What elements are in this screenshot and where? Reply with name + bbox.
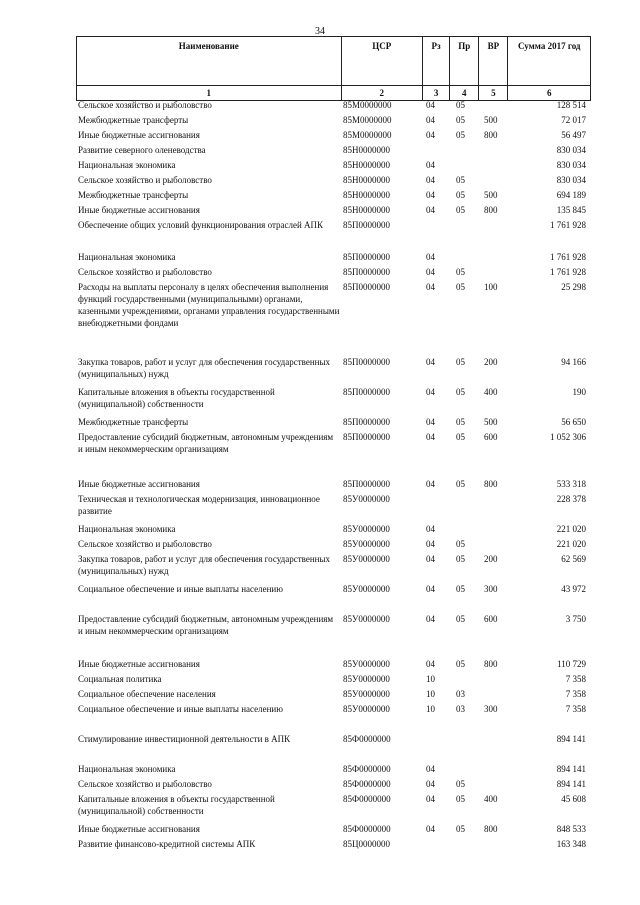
row-vr: 500	[484, 417, 498, 427]
header-num: 5	[479, 86, 508, 101]
row-name: Социальная политика	[78, 674, 162, 684]
page-number: 34	[315, 26, 325, 37]
row-name: Иные бюджетные ассигнования	[78, 659, 200, 669]
row-sum: 830 034	[556, 145, 586, 155]
row-csr: 85У0000000	[343, 494, 390, 504]
row-rz: 04	[426, 432, 435, 442]
row-vr: 600	[484, 432, 498, 442]
row-csr: 85У0000000	[343, 584, 390, 594]
row-csr: 85М0000000	[343, 115, 392, 125]
row-csr: 85У0000000	[343, 614, 390, 624]
row-sum: 1 761 928	[550, 267, 586, 277]
row-pr: 03	[456, 704, 465, 714]
row-rz: 04	[426, 267, 435, 277]
row-pr: 05	[456, 100, 465, 110]
row-csr: 85П0000000	[343, 357, 390, 367]
row-rz: 04	[426, 524, 435, 534]
row-rz: 04	[426, 130, 435, 140]
row-vr: 400	[484, 387, 498, 397]
row-name: Стимулирование инвестиционной деятельности в АПК	[78, 734, 291, 744]
row-sum: 221 020	[556, 539, 586, 549]
header-rz: Рз	[423, 37, 450, 86]
row-pr: 05	[456, 175, 465, 185]
row-name: Иные бюджетные ассигнования	[78, 130, 200, 140]
row-rz: 10	[426, 689, 435, 699]
row-sum: 894 141	[556, 764, 586, 774]
row-sum: 228 378	[556, 494, 586, 504]
row-sum: 221 020	[556, 524, 586, 534]
row-name: Расходы на выплаты персоналу в целях обеспечения выполнения функций государственными (муниципальными) органами, казенными учреждениями, органами управления государственными внебюджетными фондами	[78, 282, 340, 328]
row-csr: 85М0000000	[343, 130, 392, 140]
row-csr: 85У0000000	[343, 659, 390, 669]
row-name: Развитие финансово-кредитной системы АПК	[78, 839, 256, 849]
row-vr: 200	[484, 357, 498, 367]
row-name: Межбюджетные трансферты	[78, 417, 189, 427]
row-vr: 800	[484, 205, 498, 215]
row-name: Развитие северного оленеводства	[78, 145, 206, 155]
row-csr: 85Ф0000000	[343, 764, 391, 774]
row-name: Сельское хозяйство и рыболовство	[78, 779, 212, 789]
row-sum: 7 358	[565, 704, 586, 714]
row-name: Предоставление субсидий бюджетным, автономным учреждениям и иным некоммерческим организациям	[78, 432, 334, 454]
row-csr: 85Ц0000000	[343, 839, 390, 849]
row-sum: 830 034	[556, 160, 586, 170]
row-pr: 05	[456, 357, 465, 367]
row-sum: 190	[572, 387, 586, 397]
row-pr: 05	[456, 479, 465, 489]
row-name: Сельское хозяйство и рыболовство	[78, 100, 212, 110]
row-sum: 694 189	[556, 190, 586, 200]
row-csr: 85П0000000	[343, 282, 390, 292]
row-csr: 85У0000000	[343, 524, 390, 534]
row-vr: 300	[484, 584, 498, 594]
header-num: 1	[77, 86, 342, 101]
row-sum: 45 608	[561, 794, 586, 804]
row-rz: 04	[426, 584, 435, 594]
row-rz: 04	[426, 417, 435, 427]
row-pr: 05	[456, 659, 465, 669]
row-rz: 04	[426, 175, 435, 185]
row-rz: 04	[426, 387, 435, 397]
row-csr: 85Ф0000000	[343, 824, 391, 834]
row-name: Иные бюджетные ассигнования	[78, 205, 200, 215]
row-csr: 85П0000000	[343, 267, 390, 277]
row-sum: 128 514	[556, 100, 586, 110]
row-rz: 04	[426, 539, 435, 549]
row-csr: 85У0000000	[343, 689, 390, 699]
row-name: Национальная экономика	[78, 764, 176, 774]
row-rz: 04	[426, 779, 435, 789]
row-sum: 7 358	[565, 689, 586, 699]
row-name: Иные бюджетные ассигнования	[78, 824, 200, 834]
row-csr: 85П0000000	[343, 479, 390, 489]
row-vr: 100	[484, 282, 498, 292]
row-vr: 600	[484, 614, 498, 624]
header-name: Наименование	[77, 37, 342, 86]
row-rz: 04	[426, 554, 435, 564]
row-sum: 1 052 306	[550, 432, 586, 442]
row-sum: 830 034	[556, 175, 586, 185]
row-pr: 05	[456, 614, 465, 624]
row-name: Межбюджетные трансферты	[78, 115, 189, 125]
row-vr: 800	[484, 479, 498, 489]
row-rz: 04	[426, 252, 435, 262]
row-rz: 04	[426, 824, 435, 834]
row-csr: 85П0000000	[343, 432, 390, 442]
row-sum: 1 761 928	[550, 252, 586, 262]
row-csr: 85Н0000000	[343, 175, 390, 185]
row-rz: 04	[426, 357, 435, 367]
row-vr: 800	[484, 824, 498, 834]
row-sum: 135 845	[556, 205, 586, 215]
row-name: Капитальные вложения в объекты государственной (муниципальной) собственности	[78, 387, 275, 409]
row-name: Национальная экономика	[78, 252, 176, 262]
row-csr: 85Ф0000000	[343, 734, 391, 744]
row-rz: 04	[426, 282, 435, 292]
row-rz: 10	[426, 674, 435, 684]
row-vr: 500	[484, 115, 498, 125]
row-sum: 94 166	[561, 357, 586, 367]
row-name: Национальная экономика	[78, 524, 176, 534]
row-pr: 03	[456, 689, 465, 699]
row-csr: 85Н0000000	[343, 205, 390, 215]
row-vr: 500	[484, 190, 498, 200]
row-csr: 85Ф0000000	[343, 779, 391, 789]
row-sum: 163 348	[556, 839, 586, 849]
row-name: Сельское хозяйство и рыболовство	[78, 175, 212, 185]
row-name: Техническая и технологическая модернизация, инновационное развитие	[78, 494, 320, 516]
row-name: Закупка товаров, работ и услуг для обеспечения государственных (муниципальных) нужд	[78, 554, 331, 576]
row-csr: 85Ф0000000	[343, 794, 391, 804]
row-pr: 05	[456, 432, 465, 442]
row-pr: 05	[456, 282, 465, 292]
row-vr: 800	[484, 659, 498, 669]
row-rz: 04	[426, 205, 435, 215]
header-sum: Сумма 2017 год	[508, 37, 591, 86]
row-name: Межбюджетные трансферты	[78, 190, 189, 200]
row-sum: 894 141	[556, 779, 586, 789]
row-rz: 04	[426, 115, 435, 125]
table-header	[76, 36, 591, 101]
row-sum: 533 318	[556, 479, 586, 489]
row-sum: 43 972	[561, 584, 586, 594]
row-sum: 25 298	[561, 282, 586, 292]
row-pr: 05	[456, 824, 465, 834]
row-sum: 110 729	[557, 659, 586, 669]
row-pr: 05	[456, 130, 465, 140]
row-pr: 05	[456, 779, 465, 789]
row-name: Иные бюджетные ассигнования	[78, 479, 200, 489]
row-pr: 05	[456, 554, 465, 564]
row-name: Социальное обеспечение населения	[78, 689, 216, 699]
row-rz: 04	[426, 160, 435, 170]
row-pr: 05	[456, 267, 465, 277]
header-pr: Пр	[450, 37, 479, 86]
row-vr: 300	[484, 704, 498, 714]
row-name: Обеспечение общих условий функционирования отраслей АПК	[78, 220, 324, 230]
row-sum: 56 650	[561, 417, 586, 427]
row-csr: 85П0000000	[343, 387, 390, 397]
row-rz: 04	[426, 764, 435, 774]
row-rz: 04	[426, 100, 435, 110]
row-rz: 04	[426, 479, 435, 489]
row-vr: 400	[484, 794, 498, 804]
row-csr: 85П0000000	[343, 220, 390, 230]
row-rz: 04	[426, 794, 435, 804]
row-name: Предоставление субсидий бюджетным, автономным учреждениям и иным некоммерческим организациям	[78, 614, 334, 636]
header-num: 3	[423, 86, 450, 101]
row-name: Сельское хозяйство и рыболовство	[78, 267, 212, 277]
row-name: Социальное обеспечение и иные выплаты населению	[78, 584, 283, 594]
row-vr: 200	[484, 554, 498, 564]
row-pr: 05	[456, 115, 465, 125]
header-csr: ЦСР	[341, 37, 422, 86]
header-vr: ВР	[479, 37, 508, 86]
row-pr: 05	[456, 417, 465, 427]
row-sum: 56 497	[561, 130, 586, 140]
row-csr: 85М0000000	[343, 100, 392, 110]
row-pr: 05	[456, 794, 465, 804]
row-vr: 800	[484, 130, 498, 140]
row-rz: 04	[426, 190, 435, 200]
row-name: Сельское хозяйство и рыболовство	[78, 539, 212, 549]
row-name: Закупка товаров, работ и услуг для обеспечения государственных (муниципальных) нужд	[78, 357, 331, 379]
header-num: 2	[341, 86, 422, 101]
row-pr: 05	[456, 205, 465, 215]
row-csr: 85Н0000000	[343, 160, 390, 170]
row-sum: 848 533	[556, 824, 586, 834]
row-name: Национальная экономика	[78, 160, 176, 170]
row-rz: 04	[426, 614, 435, 624]
row-rz: 10	[426, 704, 435, 714]
row-csr: 85П0000000	[343, 417, 390, 427]
row-csr: 85Н0000000	[343, 190, 390, 200]
row-sum: 62 569	[561, 554, 586, 564]
row-sum: 1 761 928	[550, 220, 586, 230]
row-pr: 05	[456, 584, 465, 594]
row-sum: 72 017	[561, 115, 586, 125]
row-csr: 85У0000000	[343, 554, 390, 564]
header-num: 4	[450, 86, 479, 101]
row-csr: 85П0000000	[343, 252, 390, 262]
row-pr: 05	[456, 190, 465, 200]
row-rz: 04	[426, 659, 435, 669]
row-pr: 05	[456, 539, 465, 549]
row-csr: 85Н0000000	[343, 145, 390, 155]
row-sum: 3 750	[565, 614, 586, 624]
row-csr: 85У0000000	[343, 539, 390, 549]
row-csr: 85У0000000	[343, 704, 390, 714]
row-sum: 894 141	[556, 734, 586, 744]
row-name: Капитальные вложения в объекты государственной (муниципальной) собственности	[78, 794, 275, 816]
header-num: 6	[508, 86, 591, 101]
row-name: Социальное обеспечение и иные выплаты населению	[78, 704, 283, 714]
row-sum: 7 358	[565, 674, 586, 684]
row-csr: 85У0000000	[343, 674, 390, 684]
row-pr: 05	[456, 387, 465, 397]
